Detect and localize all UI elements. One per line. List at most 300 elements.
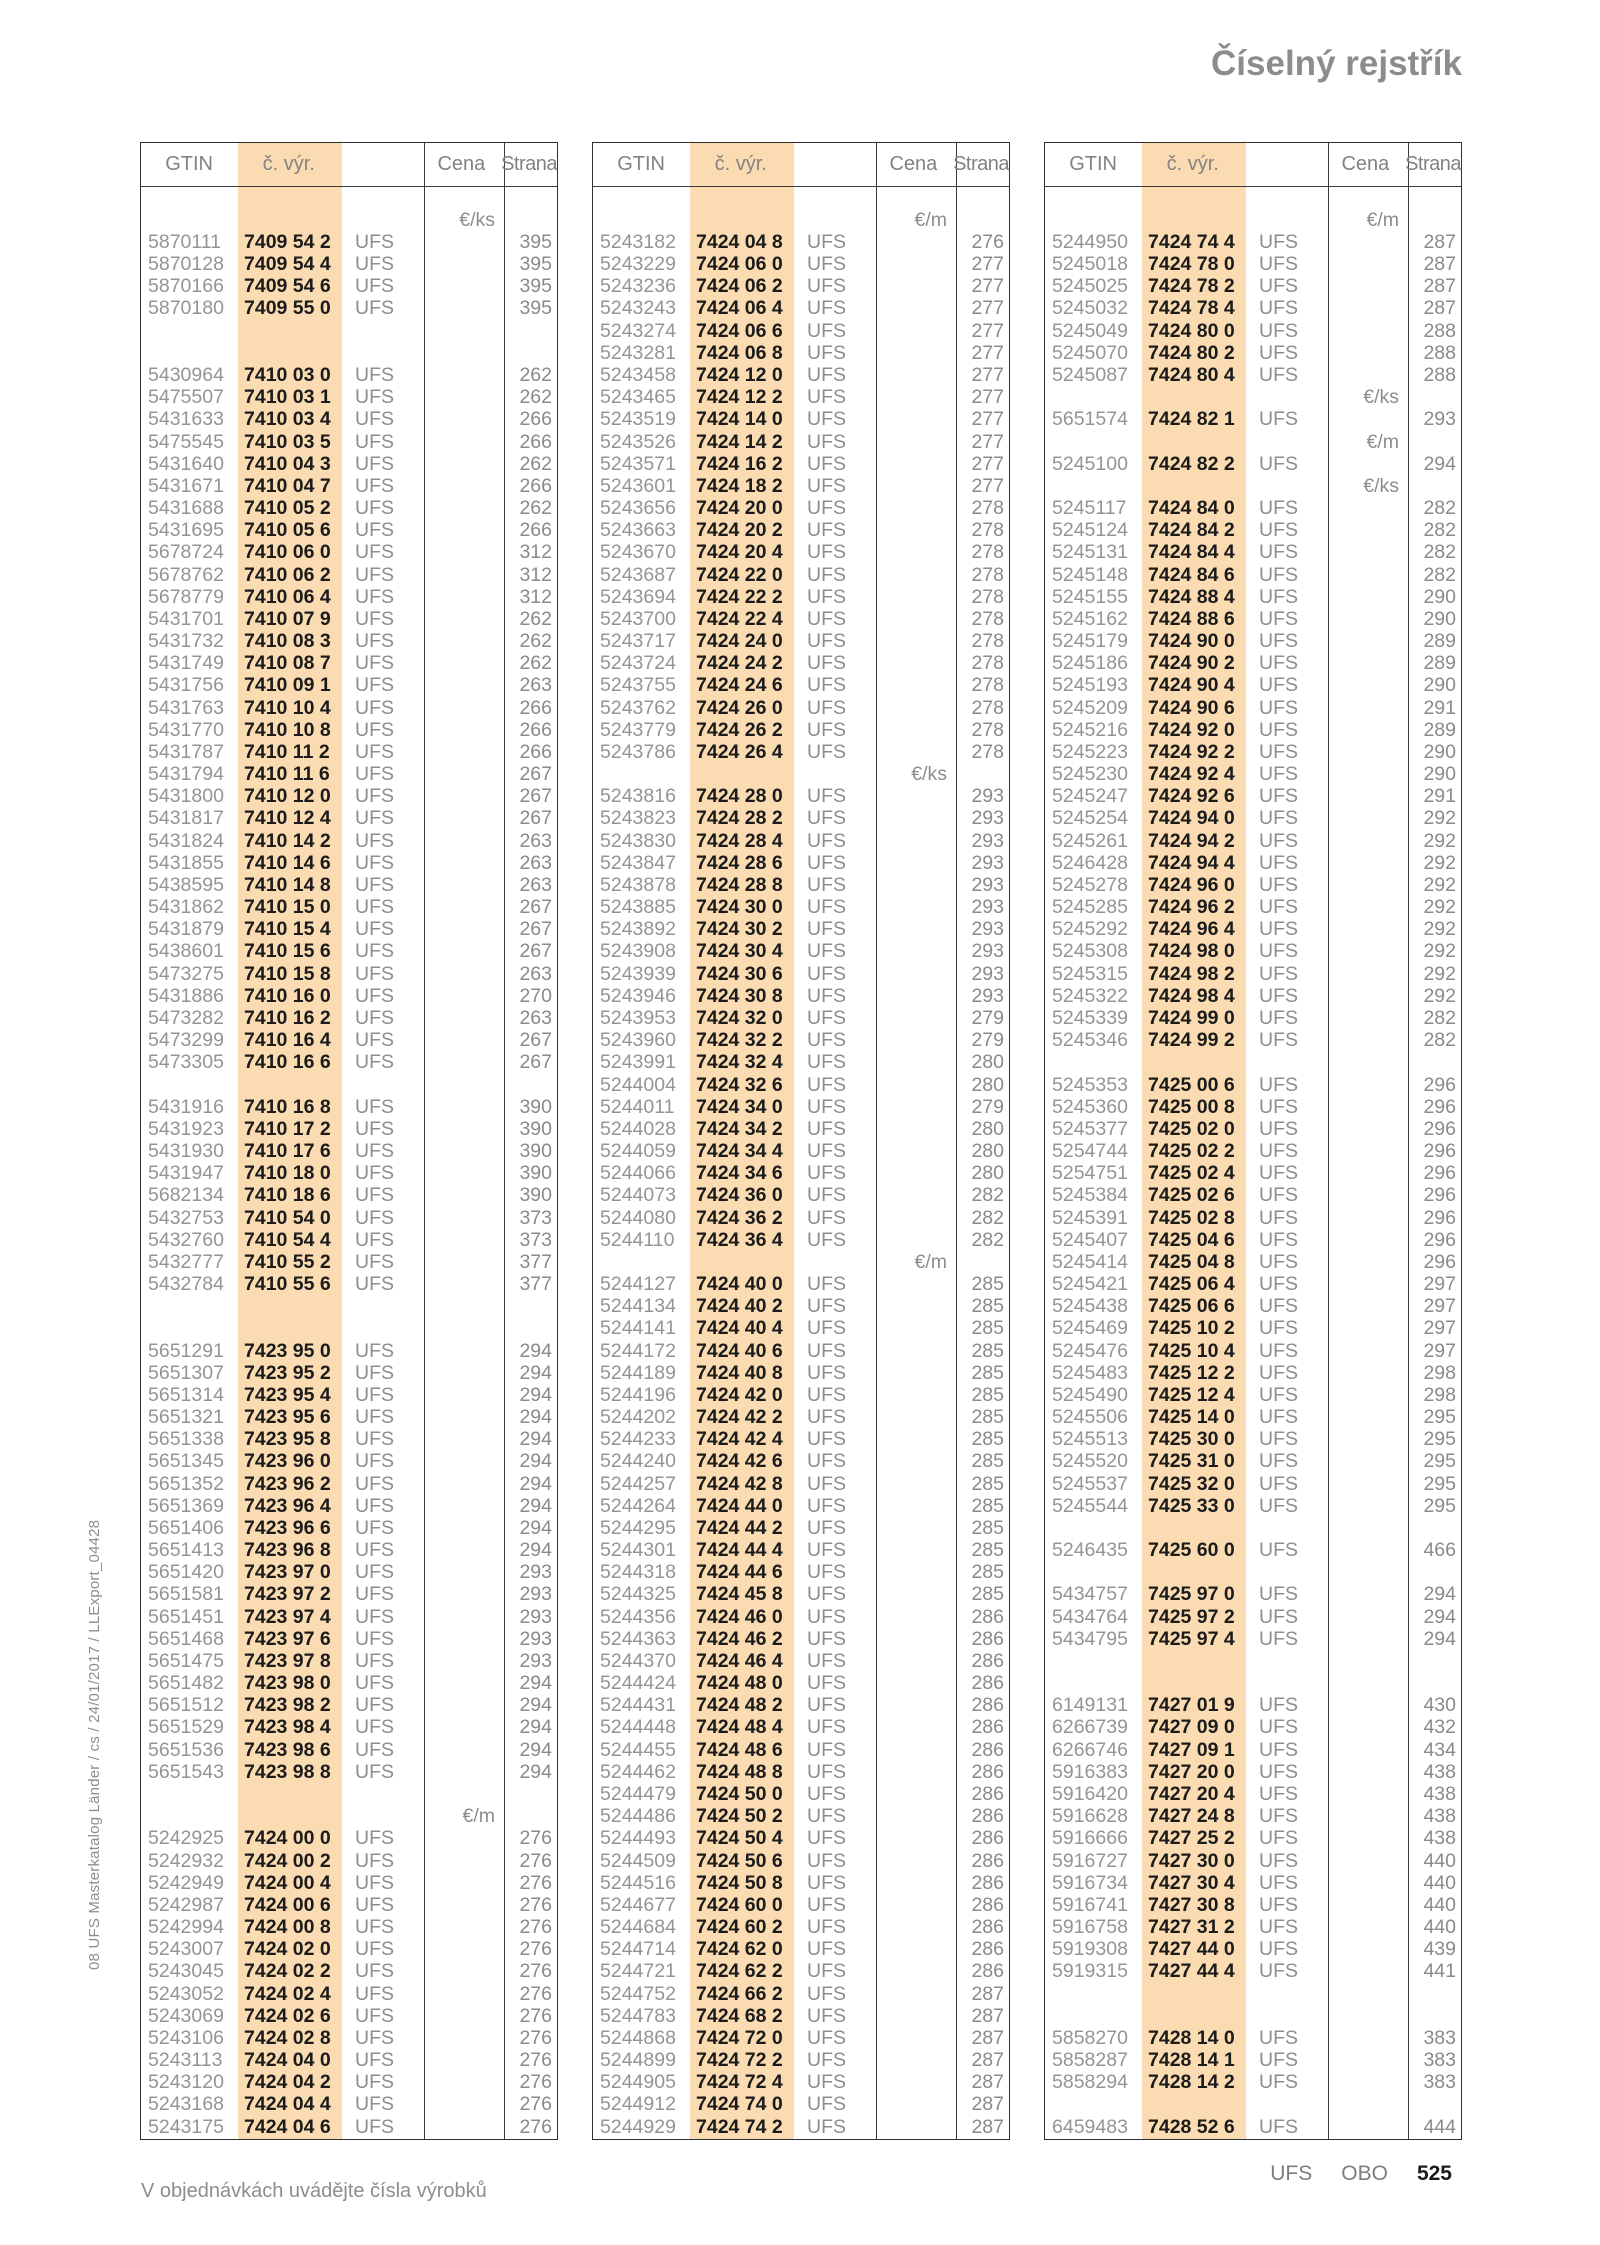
brand-cell: UFS [355, 918, 394, 941]
table-row [141, 431, 557, 453]
price-unit-cell: €/m [914, 208, 947, 231]
table-row [141, 1096, 557, 1118]
article-number-cell: 7423 95 8 [244, 1428, 331, 1451]
brand-cell: UFS [1259, 275, 1298, 298]
gtin-cell: 5431749 [148, 652, 224, 675]
gtin-cell: 5244189 [600, 1361, 676, 1384]
table-row [593, 1651, 1009, 1673]
table-row [593, 697, 1009, 719]
table-row [593, 1784, 1009, 1806]
brand-cell: UFS [807, 1849, 846, 1872]
table-row [141, 1717, 557, 1739]
brand-cell: UFS [1259, 2071, 1298, 2094]
page-ref-cell: 395 [519, 275, 552, 298]
page-ref-cell: 293 [971, 851, 1004, 874]
page-ref-cell: 292 [1423, 807, 1456, 830]
page-ref-cell: 296 [1423, 1140, 1456, 1163]
page-ref-cell: 262 [519, 652, 552, 675]
gtin-cell: 5243687 [600, 563, 676, 586]
table-row [141, 298, 557, 320]
brand-cell: UFS [1259, 1273, 1298, 1296]
brand-cell: UFS [355, 2115, 394, 2138]
page-ref-cell: 279 [971, 1095, 1004, 1118]
gtin-cell: 5432753 [148, 1206, 224, 1229]
page-ref-cell: 292 [1423, 962, 1456, 985]
table-row [1045, 786, 1461, 808]
gtin-cell: 5244028 [600, 1117, 676, 1140]
article-number-cell: 7424 46 0 [696, 1605, 783, 1628]
article-number-cell: 7410 03 4 [244, 408, 331, 431]
article-number-cell: 7424 00 6 [244, 1893, 331, 1916]
table-row [141, 1628, 557, 1650]
brand-cell: UFS [1259, 1450, 1298, 1473]
article-number-cell: 7427 20 0 [1148, 1760, 1235, 1783]
gtin-cell: 5246428 [1052, 851, 1128, 874]
brand-cell: UFS [355, 230, 394, 253]
brand-cell: UFS [807, 2071, 846, 2094]
gtin-cell: 5919315 [1052, 1960, 1128, 1983]
table-row [141, 609, 557, 631]
gtin-cell: 5243458 [600, 364, 676, 386]
footer-brand-obo: OBO [1341, 2162, 1388, 2185]
empty-row [1045, 1983, 1461, 2005]
gtin-cell: 5245162 [1052, 607, 1128, 630]
article-number-cell: 7424 32 0 [696, 1006, 783, 1029]
article-number-cell: 7424 72 2 [696, 2049, 783, 2072]
page-ref-cell: 290 [1423, 674, 1456, 697]
table-row [593, 1096, 1009, 1118]
table-row [593, 1340, 1009, 1362]
table-row [1045, 675, 1461, 697]
page-ref-cell: 287 [1423, 230, 1456, 253]
gtin-cell: 5243519 [600, 408, 676, 431]
article-number-cell: 7424 94 4 [1148, 851, 1235, 874]
page-ref-cell: 289 [1423, 652, 1456, 675]
table-row [593, 2050, 1009, 2072]
page-ref-cell: 289 [1423, 630, 1456, 653]
table-row [1045, 1540, 1461, 1562]
gtin-cell: 5432777 [148, 1250, 224, 1273]
page-ref-cell: 440 [1423, 1849, 1456, 1872]
table-row [141, 742, 557, 764]
article-number-cell: 7427 01 9 [1148, 1694, 1235, 1717]
gtin-cell: 5243243 [600, 297, 676, 320]
gtin-cell: 5254751 [1052, 1162, 1128, 1185]
col-header-cena: Cena [1341, 153, 1390, 175]
brand-cell: UFS [807, 674, 846, 697]
gtin-cell: 5245223 [1052, 740, 1128, 763]
page-ref-cell: 277 [971, 386, 1004, 409]
brand-cell: UFS [807, 1805, 846, 1828]
gtin-cell: 5245391 [1052, 1206, 1128, 1229]
table-row [141, 1651, 557, 1673]
brand-cell: UFS [355, 2093, 394, 2116]
price-unit-cell: €/m [462, 1805, 495, 1828]
gtin-cell: 5242994 [148, 1916, 224, 1939]
page-ref-cell: 276 [519, 1960, 552, 1983]
page-ref-cell: 383 [1423, 2049, 1456, 2072]
table-row [141, 254, 557, 276]
page-ref-cell: 262 [519, 364, 552, 386]
brand-cell: UFS [355, 1871, 394, 1894]
article-number-cell: 7424 96 0 [1148, 873, 1235, 896]
page-ref-cell: 440 [1423, 1916, 1456, 1939]
page-ref-cell: 278 [971, 740, 1004, 763]
article-number-cell: 7424 32 6 [696, 1073, 783, 1096]
article-number-cell: 7427 30 8 [1148, 1893, 1235, 1916]
table-row [593, 719, 1009, 741]
gtin-cell: 5473299 [148, 1029, 224, 1052]
gtin-cell: 5432760 [148, 1228, 224, 1251]
brand-cell: UFS [1259, 1006, 1298, 1029]
table-row [141, 875, 557, 897]
gtin-cell: 5245070 [1052, 341, 1128, 364]
table-row [593, 1606, 1009, 1628]
page-ref-cell: 285 [971, 1406, 1004, 1429]
brand-cell: UFS [807, 2093, 846, 2116]
table-row [1045, 320, 1461, 342]
brand-cell: UFS [1259, 1716, 1298, 1739]
table-row [593, 852, 1009, 874]
table-row [141, 719, 557, 741]
table-row [1045, 1850, 1461, 1872]
gtin-cell: 5244677 [600, 1893, 676, 1916]
page-ref-cell: 267 [519, 918, 552, 941]
table-row [141, 1451, 557, 1473]
article-number-cell: 7424 04 2 [244, 2071, 331, 2094]
gtin-cell: 5243656 [600, 497, 676, 520]
brand-cell: UFS [1259, 607, 1298, 630]
table-row [1045, 1939, 1461, 1961]
article-number-cell: 7424 46 2 [696, 1627, 783, 1650]
brand-cell: UFS [807, 940, 846, 963]
brand-cell: UFS [355, 1627, 394, 1650]
page-ref-cell: 285 [971, 1273, 1004, 1296]
table-row [1045, 1739, 1461, 1761]
article-number-cell: 7425 12 4 [1148, 1383, 1235, 1406]
article-number-cell: 7410 03 5 [244, 430, 331, 453]
brand-cell: UFS [807, 740, 846, 763]
page-ref-cell: 440 [1423, 1871, 1456, 1894]
gtin-cell: 5245193 [1052, 674, 1128, 697]
gtin-cell: 5245292 [1052, 918, 1128, 941]
article-number-cell: 7423 95 4 [244, 1383, 331, 1406]
gtin-cell: 5651475 [148, 1649, 224, 1672]
table-row [593, 1628, 1009, 1650]
gtin-cell: 5245261 [1052, 829, 1128, 852]
gtin-cell: 5431930 [148, 1140, 224, 1163]
gtin-cell: 5243953 [600, 1006, 676, 1029]
article-number-cell: 7425 00 6 [1148, 1073, 1235, 1096]
table-row [141, 1895, 557, 1917]
gtin-cell: 5245179 [1052, 630, 1128, 653]
table-row [593, 1052, 1009, 1074]
gtin-cell: 5245254 [1052, 807, 1128, 830]
page-ref-cell: 287 [971, 2026, 1004, 2049]
article-number-cell: 7424 50 2 [696, 1805, 783, 1828]
gtin-cell: 5651529 [148, 1716, 224, 1739]
page-ref-cell: 280 [971, 1117, 1004, 1140]
article-number-cell: 7424 48 0 [696, 1672, 783, 1695]
page-ref-cell: 292 [1423, 984, 1456, 1007]
brand-cell: UFS [355, 1539, 394, 1562]
table-row [1045, 1784, 1461, 1806]
article-number-cell: 7424 48 6 [696, 1738, 783, 1761]
article-number-cell: 7410 04 7 [244, 474, 331, 497]
brand-cell: UFS [355, 1140, 394, 1163]
article-number-cell: 7425 10 2 [1148, 1317, 1235, 1340]
brand-cell: UFS [807, 1738, 846, 1761]
table-row [593, 653, 1009, 675]
page-ref-cell: 294 [519, 1406, 552, 1429]
brand-cell: UFS [1259, 2049, 1298, 2072]
article-number-cell: 7424 90 2 [1148, 652, 1235, 675]
gtin-cell: 5244011 [600, 1095, 675, 1118]
page-ref-cell: 286 [971, 1716, 1004, 1739]
article-number-cell: 7424 44 2 [696, 1516, 783, 1539]
article-number-cell: 7423 98 6 [244, 1738, 331, 1761]
brand-cell: UFS [355, 785, 394, 808]
table-row [1045, 941, 1461, 963]
table-row [1045, 1917, 1461, 1939]
gtin-cell: 5245049 [1052, 319, 1128, 342]
table-row [141, 1495, 557, 1517]
page-ref-cell: 296 [1423, 1095, 1456, 1118]
table-row [593, 1119, 1009, 1141]
gtin-cell: 5434795 [1052, 1627, 1128, 1650]
page-ref-cell: 262 [519, 452, 552, 475]
table-row [593, 1695, 1009, 1717]
table-row [593, 1895, 1009, 1917]
brand-cell: UFS [1259, 364, 1298, 386]
table-row [1045, 1407, 1461, 1429]
gtin-cell: 5245407 [1052, 1228, 1128, 1251]
brand-cell: UFS [807, 1694, 846, 1717]
article-number-cell: 7424 40 4 [696, 1317, 783, 1340]
gtin-cell: 5243106 [148, 2026, 224, 2049]
gtin-cell: 5245520 [1052, 1450, 1128, 1473]
table-row [141, 852, 557, 874]
article-number-cell: 7424 36 2 [696, 1206, 783, 1229]
article-number-cell: 7424 44 4 [696, 1539, 783, 1562]
article-number-cell: 7424 00 4 [244, 1871, 331, 1894]
table-row [141, 1185, 557, 1207]
article-number-cell: 7425 10 4 [1148, 1339, 1235, 1362]
page-ref-cell: 285 [971, 1295, 1004, 1318]
table-row [1045, 1030, 1461, 1052]
page-ref-cell: 285 [971, 1561, 1004, 1584]
page-ref-cell: 263 [519, 962, 552, 985]
article-number-cell: 7424 88 4 [1148, 585, 1235, 608]
gtin-cell: 5651543 [148, 1760, 224, 1783]
gtin-cell: 5244783 [600, 2004, 676, 2027]
brand-cell: UFS [1259, 940, 1298, 963]
brand-cell: UFS [1259, 319, 1298, 342]
gtin-cell: 5245117 [1052, 497, 1127, 520]
empty-row [141, 1074, 557, 1096]
page-ref-cell: 285 [971, 1339, 1004, 1362]
article-number-cell: 7424 30 8 [696, 984, 783, 1007]
article-number-cell: 7424 48 2 [696, 1694, 783, 1717]
brand-cell: UFS [355, 364, 394, 386]
brand-cell: UFS [355, 763, 394, 786]
page-ref-cell: 373 [519, 1228, 552, 1251]
price-unit-row [593, 209, 1009, 231]
article-number-cell: 7425 02 0 [1148, 1117, 1235, 1140]
table-row [141, 276, 557, 298]
table-row [141, 476, 557, 498]
brand-cell: UFS [807, 541, 846, 564]
page-ref-cell: 280 [971, 1051, 1004, 1074]
page-ref-cell: 267 [519, 785, 552, 808]
brand-cell: UFS [355, 408, 394, 431]
table-row [1045, 1385, 1461, 1407]
table-row [593, 2072, 1009, 2094]
brand-cell: UFS [1259, 918, 1298, 941]
article-number-cell: 7424 62 2 [696, 1960, 783, 1983]
brand-cell: UFS [355, 452, 394, 475]
brand-cell: UFS [1259, 1406, 1298, 1429]
article-number-cell: 7423 97 6 [244, 1627, 331, 1650]
page-ref-cell: 293 [971, 873, 1004, 896]
gtin-cell: 5651291 [148, 1339, 224, 1362]
gtin-cell: 5243786 [600, 740, 676, 763]
brand-cell: UFS [355, 1694, 394, 1717]
page-ref-cell: 293 [971, 896, 1004, 919]
gtin-cell: 5245537 [1052, 1472, 1128, 1495]
article-number-cell: 7410 06 0 [244, 541, 331, 564]
gtin-cell: 5651536 [148, 1738, 224, 1761]
table-header-row [593, 143, 1009, 186]
gtin-cell: 5651512 [148, 1694, 224, 1717]
article-number-cell: 7410 03 0 [244, 364, 331, 386]
page-ref-cell: 287 [971, 2115, 1004, 2138]
page-ref-cell: 282 [1423, 497, 1456, 520]
brand-cell: UFS [807, 1627, 846, 1650]
article-number-cell: 7424 42 6 [696, 1450, 783, 1473]
table-row [593, 1828, 1009, 1850]
table-rows [593, 187, 1009, 2139]
article-number-cell: 7424 22 2 [696, 585, 783, 608]
article-number-cell: 7423 97 8 [244, 1649, 331, 1672]
gtin-cell: 5244929 [600, 2115, 676, 2138]
table-row [1045, 897, 1461, 919]
page-ref-cell: 290 [1423, 763, 1456, 786]
gtin-cell: 5473275 [148, 962, 224, 985]
brand-cell: UFS [355, 718, 394, 741]
table-row [141, 1606, 557, 1628]
gtin-cell: 5244455 [600, 1738, 676, 1761]
article-number-cell: 7425 97 0 [1148, 1583, 1235, 1606]
gtin-cell: 5473282 [148, 1006, 224, 1029]
table-row [141, 2116, 557, 2138]
gtin-cell: 5473305 [148, 1051, 224, 1074]
gtin-cell: 5243939 [600, 962, 676, 985]
table-row [1045, 1828, 1461, 1850]
brand-cell: UFS [355, 1938, 394, 1961]
gtin-cell: 5431947 [148, 1162, 224, 1185]
brand-cell: UFS [1259, 785, 1298, 808]
article-number-cell: 7424 78 4 [1148, 297, 1235, 320]
gtin-cell: 5682134 [148, 1184, 224, 1207]
table-row [1045, 2028, 1461, 2050]
gtin-cell: 5244066 [600, 1162, 676, 1185]
page-ref-cell: 294 [1423, 452, 1456, 475]
brand-cell: UFS [807, 829, 846, 852]
gtin-cell: 5244240 [600, 1450, 676, 1473]
table-row [593, 1074, 1009, 1096]
page-ref-cell: 291 [1423, 785, 1456, 808]
page-ref-cell: 288 [1423, 319, 1456, 342]
article-number-cell: 7424 92 0 [1148, 718, 1235, 741]
table-row [141, 1939, 557, 1961]
gtin-cell: 5431695 [148, 519, 224, 542]
page-ref-cell: 277 [971, 297, 1004, 320]
gtin-cell: 5244370 [600, 1649, 676, 1672]
page-ref-cell: 285 [971, 1583, 1004, 1606]
table-row [593, 1717, 1009, 1739]
article-number-cell: 7424 96 2 [1148, 896, 1235, 919]
page-ref-cell: 285 [971, 1539, 1004, 1562]
table-row [1045, 764, 1461, 786]
gtin-cell: 5431824 [148, 829, 224, 852]
brand-cell: UFS [1259, 1295, 1298, 1318]
article-number-cell: 7424 74 4 [1148, 230, 1235, 253]
col-header-cvyr: č. výr. [1166, 153, 1219, 175]
brand-cell: UFS [807, 497, 846, 520]
brand-cell: UFS [355, 1250, 394, 1273]
article-number-cell: 7425 06 6 [1148, 1295, 1235, 1318]
page-ref-cell: 390 [519, 1162, 552, 1185]
brand-cell: UFS [1259, 1605, 1298, 1628]
brand-cell: UFS [807, 1893, 846, 1916]
table-row [1045, 232, 1461, 254]
page-ref-cell: 294 [519, 1516, 552, 1539]
gtin-cell: 5245186 [1052, 652, 1128, 675]
article-number-cell: 7423 97 4 [244, 1605, 331, 1628]
gtin-cell: 5245384 [1052, 1184, 1128, 1207]
brand-cell: UFS [807, 652, 846, 675]
table-row [1045, 520, 1461, 542]
page-ref-cell: 291 [1423, 696, 1456, 719]
gtin-cell: 5243670 [600, 541, 676, 564]
table-row [1045, 498, 1461, 520]
price-unit-cell: €/ks [1363, 386, 1399, 409]
brand-cell: UFS [807, 1516, 846, 1539]
brand-cell: UFS [355, 1672, 394, 1695]
brand-cell: UFS [355, 829, 394, 852]
article-number-cell: 7424 02 8 [244, 2026, 331, 2049]
brand-cell: UFS [355, 497, 394, 520]
page-ref-cell: 276 [519, 1916, 552, 1939]
brand-cell: UFS [355, 1982, 394, 2005]
article-number-cell: 7424 04 6 [244, 2115, 331, 2138]
gtin-cell: 5244363 [600, 1627, 676, 1650]
page-ref-cell: 295 [1423, 1428, 1456, 1451]
page-ref-cell: 295 [1423, 1494, 1456, 1517]
article-number-cell: 7427 31 2 [1148, 1916, 1235, 1939]
article-number-cell: 7410 16 8 [244, 1095, 331, 1118]
table-row [1045, 719, 1461, 741]
table-row [593, 897, 1009, 919]
table-row [593, 1296, 1009, 1318]
brand-cell: UFS [807, 918, 846, 941]
article-number-cell: 7425 02 8 [1148, 1206, 1235, 1229]
gtin-cell: 5245353 [1052, 1073, 1128, 1096]
table-row [1045, 409, 1461, 431]
table-row [593, 276, 1009, 298]
gtin-cell: 5245506 [1052, 1406, 1128, 1429]
